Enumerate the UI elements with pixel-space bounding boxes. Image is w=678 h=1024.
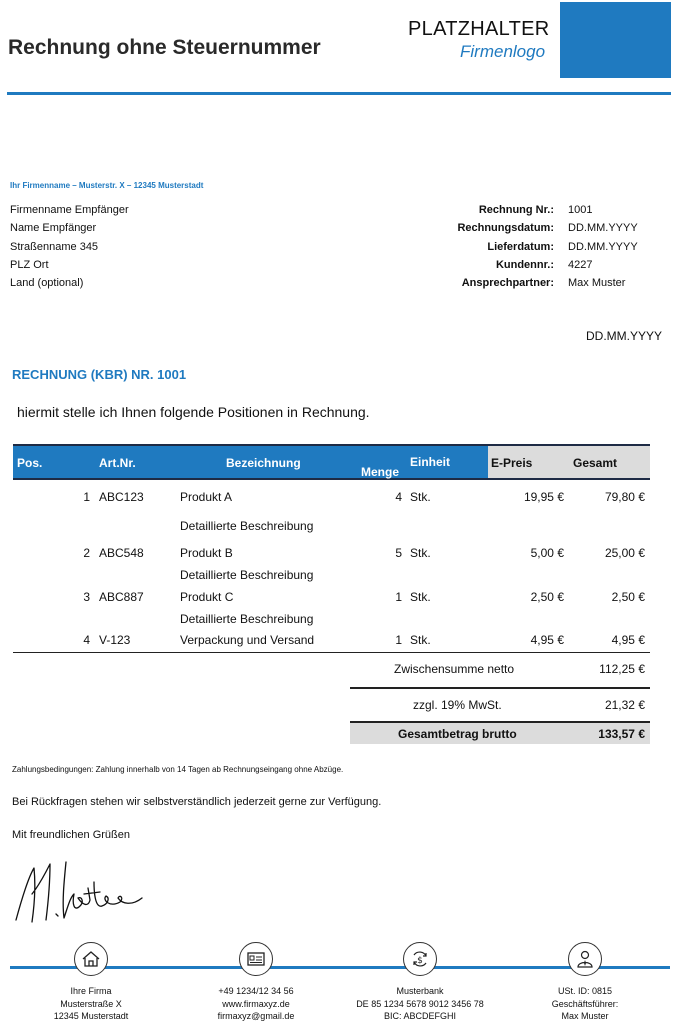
meta-row [430,201,638,219]
row-artnr: ABC548 [99,546,144,560]
row-description: Detaillierte Beschreibung [180,519,314,533]
vat-value: 21,32 € [604,698,645,712]
intro-text: hiermit stelle ich Ihnen folgende Positionen in Rechnung. [17,404,370,420]
invoice-heading: RECHNUNG (KBR) NR. 1001 [12,367,187,382]
row-pos: 3 [83,590,90,604]
meta-key: Ansprechpartner: [461,277,554,290]
sender-line: Ihr Firmenname – Musterstr. X – 12345 Musterstadt [10,181,204,190]
row-qty: 4 [395,490,402,504]
footer-line: Geschäftsführer: [551,998,619,1009]
subtotal-value: 112,25 € [599,662,645,676]
meta-value: Max Muster [568,277,626,290]
recipient-line: Straßenname 345 [10,240,99,253]
row-total: 25,00 € [604,546,645,560]
header-unit: Einheit [410,455,451,469]
row-name: Produkt C [180,590,234,604]
meta-row [430,238,638,256]
row-name: Verpackung und Versand [180,633,315,647]
row-name: Produkt B [180,546,233,560]
meta-value: DD.MM.YYYY [568,222,638,235]
row-pos: 1 [83,490,90,504]
footer-line: Musterstraße X [60,998,122,1009]
manager-icon [568,942,602,976]
row-name: Produkt A [180,490,233,504]
row-pos: 2 [83,546,90,560]
meta-row [430,256,638,274]
row-price: 4,95 € [530,633,564,647]
row-pos: 4 [83,633,90,647]
footer-line: BIC: ABCDEFGHI [383,1011,456,1021]
table-header [13,444,650,480]
footer-line: Musterbank [396,986,444,996]
subtotal-label: Zwischensumme netto [394,662,515,676]
row-total: 4,95 € [611,633,645,647]
logo-subtext: Firmenlogo [460,42,546,61]
meta-row [430,219,638,237]
header-description: Bezeichnung [226,456,301,470]
footer-tax [500,985,670,1023]
questions-text: Bei Rückfragen stehen wir selbstverständlich jederzeit gerne zur Verfügung. [12,796,382,808]
meta-value: 1001 [568,204,593,216]
footer-bank [335,985,505,1023]
row-qty: 5 [395,546,402,560]
footer-line: firmaxyz@gmail.de [217,1011,295,1021]
row-total: 2,50 € [611,590,645,604]
row-unit: Stk. [410,590,431,604]
row-price: 2,50 € [530,590,564,604]
footer-contact [171,985,341,1023]
meta-key: Lieferdatum: [487,240,554,253]
row-artnr: V-123 [99,633,131,647]
row-price: 19,95 € [523,490,564,504]
row-unit: Stk. [410,546,431,560]
recipient-line: PLZ Ort [10,258,49,271]
row-qty: 1 [395,633,402,647]
footer-line: Ihre Firma [70,986,112,996]
row-unit: Stk. [410,633,431,647]
meta-row [430,274,638,292]
logo-box [560,2,671,78]
signature [10,858,150,928]
header-divider [7,92,671,95]
footer-line: www.firmaxyz.de [222,998,290,1009]
header-quantity: Menge [361,465,400,479]
payment-terms: Zahlungsbedingungen: Zahlung innerhalb von 14 Tagen ab Rechnungseingang ohne Abzüge. [12,765,344,774]
footer-address [6,985,176,1023]
meta-key: Rechnungsdatum: [457,222,554,235]
table-end-divider [13,652,650,653]
greeting: Mit freundlichen Grüßen [12,829,130,841]
row-artnr: ABC887 [99,590,144,604]
contact-card-icon [239,942,273,976]
footer-line: 12345 Musterstadt [53,1011,129,1021]
grand-total-value: 133,57 € [598,727,645,741]
row-description: Detaillierte Beschreibung [180,568,314,582]
row-description: Detaillierte Beschreibung [180,612,314,626]
svg-text:$: $ [417,956,423,966]
document-date: DD.MM.YYYY [586,329,663,343]
recipient-line: Name Empfänger [10,222,97,235]
row-qty: 1 [395,590,402,604]
footer-line: USt. ID: 0815 [557,986,613,996]
footer-line: DE 85 1234 5678 9012 3456 78 [356,998,484,1009]
row-total: 79,80 € [604,490,645,504]
meta-key: Kundennr.: [495,258,554,271]
logo-text: PLATZHALTER [408,18,550,40]
meta-key: Rechnung Nr.: [478,204,554,216]
recipient-line: Firmenname Empfänger [10,204,129,216]
row-artnr: ABC123 [99,490,144,504]
header-artnr: Art.Nr. [99,456,136,470]
invoice-meta [430,201,638,292]
subtotal-divider [350,687,650,689]
header-pos: Pos. [17,456,43,470]
footer-line: Max Muster [561,1011,609,1021]
footer-line: +49 1234/12 34 56 [218,986,294,996]
header-unit-price: E-Preis [491,456,533,470]
vat-label: zzgl. 19% MwSt. [413,698,502,712]
recipient-line: Land (optional) [10,277,84,290]
meta-value: DD.MM.YYYY [568,240,638,253]
row-unit: Stk. [410,490,431,504]
header-total: Gesamt [573,456,618,470]
document-title: Rechnung ohne Steuernummer [8,36,321,59]
grand-total-label: Gesamtbetrag brutto [398,727,517,741]
home-icon [74,942,108,976]
meta-value: 4227 [568,258,593,271]
currency-exchange-icon [403,942,437,976]
recipient-address [10,201,129,292]
row-price: 5,00 € [530,546,564,560]
